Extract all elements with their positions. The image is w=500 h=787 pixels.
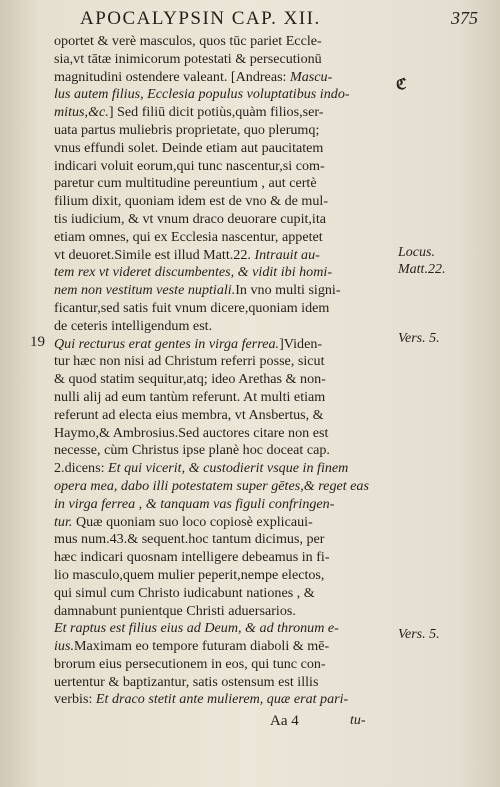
text-segment: Haymo,& Ambrosius.Sed auctores citare non est — [54, 424, 329, 441]
text-line — [54, 549, 396, 567]
text-line — [54, 51, 396, 69]
text-line — [54, 86, 396, 104]
text-line — [54, 264, 396, 282]
italic-text-segment: in virga ferrea , & tanquam vas figuli confringen- — [54, 495, 335, 512]
text-line — [54, 425, 396, 443]
text-segment: filium dixit, quoniam idem est de vno & de mul- — [54, 193, 329, 210]
text-segment: ]Viden- — [279, 335, 323, 352]
italic-text-segment: Mascu- — [290, 68, 333, 85]
text-segment: verbis: — [54, 691, 96, 708]
text-line — [54, 371, 396, 389]
margin-note-verse-5-second: Vers. 5. — [398, 627, 440, 642]
text-segment: Quæ quoniam suo loco copiosè explicaui- — [72, 513, 313, 530]
text-segment: & quod statim sequitur,atq; ideo Arethas & non- — [54, 371, 326, 388]
text-segment: 2.dicens: — [54, 460, 109, 477]
italic-text-segment: tur. — [54, 513, 73, 530]
text-line — [54, 656, 396, 674]
text-line — [54, 691, 396, 709]
text-line — [54, 318, 396, 336]
italic-text-segment: Intrauit au- — [254, 246, 320, 263]
text-line — [54, 282, 396, 300]
catchword: tu- — [350, 713, 366, 728]
page-header — [40, 8, 478, 32]
text-segment: uertentur & baptizantur, satis ostensum est illis — [54, 673, 319, 690]
text-segment: ficantur,sed satis fuit vnum dicere,quoniam idem — [54, 299, 330, 316]
text-segment: tis iudicium, & vt vnum draco deuorare cupit,ita — [54, 210, 327, 227]
text-line — [54, 496, 396, 514]
text-line — [54, 442, 396, 460]
italic-text-segment: ius. — [54, 638, 74, 655]
italic-text-segment: Et draco stetit ante mulierem, quæ erat pari- — [95, 691, 349, 708]
text-line — [54, 104, 396, 122]
text-segment: vnus effundi solet. Deinde etiam aut paucitatem — [54, 139, 324, 156]
text-line — [54, 389, 396, 407]
text-line — [54, 158, 396, 176]
text-segment: de ceteris intelligendum est. — [54, 317, 213, 334]
text-segment: tur hæc non nisi ad Christum referri posse, sicut — [54, 353, 325, 370]
text-line — [54, 603, 396, 621]
text-line — [54, 585, 396, 603]
italic-text-segment: Et qui vicerit, & custodierit vsque in finem — [108, 460, 349, 477]
text-segment: necesse, cùm Christus ipse planè hoc doceat cap. — [54, 442, 330, 459]
text-line — [54, 193, 396, 211]
text-line — [54, 567, 396, 585]
text-line — [54, 175, 396, 193]
text-segment: uata partus muliebris proprietate, quo plerumq; — [54, 121, 320, 138]
margin-note-verse-5-first: Vers. 5. — [398, 331, 440, 346]
running-head: APOCALYPSIN CAP. XII. — [80, 8, 321, 29]
text-segment: damnabunt punientque Christi aduersarios. — [54, 602, 296, 619]
text-segment: hæc indicari quosnam intelligere debeamus in fi- — [54, 549, 330, 566]
text-segment: vt deuoret.Simile est illud Matt.22. — [54, 246, 255, 263]
text-segment: indicari voluit eorum,qui tunc nascentur,si com- — [54, 157, 325, 174]
text-segment: In vno multi signi- — [235, 282, 341, 299]
margin-note-locus: Locus. — [398, 245, 435, 260]
text-line — [54, 229, 396, 247]
text-segment: Maximam eo tempore futuram diaboli & mē- — [73, 638, 330, 655]
text-segment: paretur cum multitudine pereuntium , aut certè — [54, 175, 317, 192]
text-segment: qui simul cum Christo iudicabunt nationes , & — [54, 584, 315, 601]
text-line — [54, 478, 396, 496]
italic-text-segment: nem non vestitum veste nuptiali. — [54, 282, 236, 299]
text-line — [54, 638, 396, 656]
gloss-mark-icon: ℭ — [396, 75, 406, 93]
verse-number-19: 19 — [30, 334, 45, 350]
italic-text-segment: Et raptus est filius eius ad Deum, & ad thronum e- — [54, 620, 339, 637]
text-line — [54, 336, 396, 354]
text-line — [54, 211, 396, 229]
text-line — [54, 247, 396, 265]
italic-text-segment: lus autem filius, Ecclesia populus voluptatibus indo- — [54, 86, 350, 103]
text-segment: sia,vt tātæ inimicorum potestati & persecutionū — [54, 50, 322, 67]
text-line — [54, 353, 396, 371]
text-segment: oportet & verè masculos, quos tūc pariet Eccle- — [54, 33, 322, 49]
text-line — [54, 460, 396, 478]
italic-text-segment: Qui recturus erat gentes in virga ferrea. — [54, 335, 280, 352]
text-segment: mus num.43.& sequent.hoc tantum dicimus, per — [54, 531, 325, 548]
italic-text-segment: opera mea, dabo illi potestatem super gētes,& reget eas — [54, 477, 369, 494]
italic-text-segment: mitus,&c. — [54, 104, 109, 121]
text-line — [54, 407, 396, 425]
text-segment: brorum eius persecutionem in eos, qui tunc con- — [54, 655, 326, 672]
text-segment: referunt ad electa eius membra, vt Ansbertus, & — [54, 406, 324, 423]
text-line — [54, 140, 396, 158]
text-segment: lio masculo,quem mulier peperit,nempe electos, — [54, 566, 325, 583]
text-line — [54, 620, 396, 638]
text-segment: nulli alij ad eum tantùm referunt. At multi etiam — [54, 388, 326, 405]
italic-text-segment: tem rex vt videret discumbentes, & vidit ibi homi- — [54, 264, 333, 281]
text-line — [54, 122, 396, 140]
text-line — [54, 514, 396, 532]
text-line — [54, 674, 396, 692]
text-segment: magnitudini ostendere valeant. [Andreas: — [54, 68, 290, 85]
text-segment: ] Sed filiū dicit potiùs,quàm filios,ser- — [108, 104, 324, 121]
signature-mark: Aa 4 — [270, 713, 299, 729]
text-segment: etiam omnes, qui ex Ecclesia nascentur, appetet — [54, 228, 323, 245]
text-line — [54, 531, 396, 549]
margin-note-matt-reference: Matt.22. — [398, 262, 446, 277]
text-line — [54, 300, 396, 318]
page-number: 375 — [451, 8, 478, 28]
text-line — [54, 69, 396, 87]
body-text — [54, 33, 396, 709]
text-line — [54, 33, 396, 51]
